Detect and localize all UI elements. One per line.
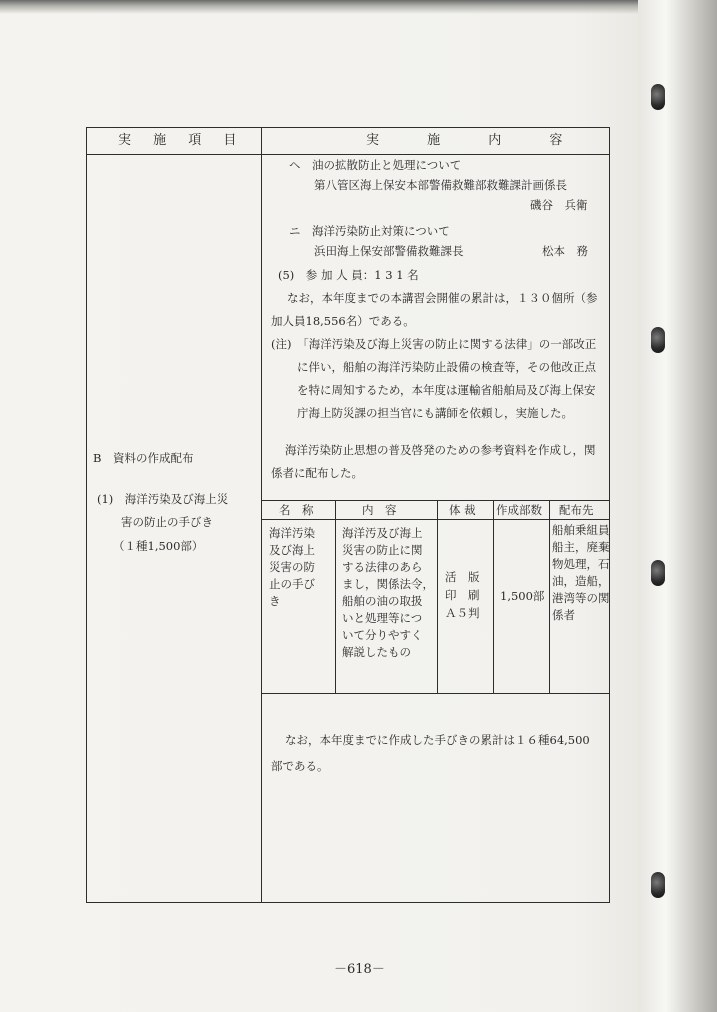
item-ni: ニ 海洋汚染防止対策について [289,224,450,238]
note-line-3: を特に周知するため，本年度は運輸省船舶局及び海上保安 [297,383,596,397]
ni-speaker-org: 浜田海上保安部警備救難課長 [314,244,464,258]
item-he: ヘ 油の拡散防止と処理について [289,158,462,172]
col-header-copies: 作成部数 [496,503,542,517]
closing-line-2: 部である。 [271,759,329,773]
header-left-label: 実 施 項 目 [118,133,246,148]
inner-col-divider [437,500,438,693]
section-b-item-line-2: 害の防止の手びき [121,515,213,529]
note-line-4: 庁海上防災課の担当官にも講師を依頼し，実施した。 [297,406,573,420]
closing-line-1: なお，本年度までに作成した手びきの累計は１６種64,500 [285,733,590,747]
col-header-content: 内 容 [362,503,397,517]
section-b-item-line-3: （１種1,500部） [113,539,204,553]
binder-ring [651,872,665,898]
cell-copies: 1,500部 [500,589,545,603]
inner-col-divider [549,500,550,693]
cumulative-line-1: なお，本年度までの本講習会開催の累計は，１３０個所（参 [287,291,598,305]
column-divider [261,127,262,903]
binder-ring [651,84,665,110]
cell-content: 海洋汚及び海上 災害の防止に関 する法律のあら まし，関係法令， 船舶の油の取扱 いと処理等につ いて分りやすく 解説したもの [342,526,434,659]
section-b-intro-1: 海洋汚染防止思想の普及啓発のための参考資料を作成し，関 [285,443,596,457]
cell-name: 海洋汚染 及び海上 災害の防 止の手び き [269,526,315,608]
cumulative-line-2: 加人員18,556名）である。 [271,314,415,328]
inner-table-bottom [261,693,610,694]
col-header-name: 名 称 [279,503,314,517]
cell-format: 活 版 印 刷 Ａ５判 [445,570,480,620]
attendees: (5) 参 加 人 員：1 3 1 名 [278,268,419,282]
he-speaker-name: 磯谷 兵衛 [530,198,588,212]
inner-col-divider [493,500,494,693]
scan-top-shadow [0,0,717,14]
section-b-intro-2: 係者に配布した。 [271,466,363,480]
header-divider [86,154,610,155]
note-line-2: に伴い，船舶の海洋汚染防止設備の検査等，その他改正点 [297,360,596,374]
col-header-recipients: 配布先 [559,503,594,517]
cell-recipients: 船舶乗組員 船主，廃棄 物処理，石 油，造船， 港湾等の関 係者 [552,523,610,622]
header-right-label: 実 施 内 容 [366,133,585,148]
section-b-title: B 資料の作成配布 [93,451,194,465]
inner-col-divider [335,500,336,693]
binder-ring [651,560,665,586]
note-line-1: (注) 「海洋汚染及び海上災害の防止に関する法律」の一部改正 [271,337,597,351]
inner-table-header-divider [261,519,610,520]
page-number: －618－ [334,962,385,977]
he-speaker-org: 第八管区海上保安本部警備救難部救難課計画係長 [314,178,567,192]
col-header-format: 体 裁 [449,503,476,517]
binder-ring [651,327,665,353]
inner-table-top [261,500,610,501]
ni-speaker-name: 松本 務 [542,244,588,258]
binder-edge [638,0,717,1012]
section-b-item-line-1: (1) 海洋汚染及び海上災 [97,492,229,506]
